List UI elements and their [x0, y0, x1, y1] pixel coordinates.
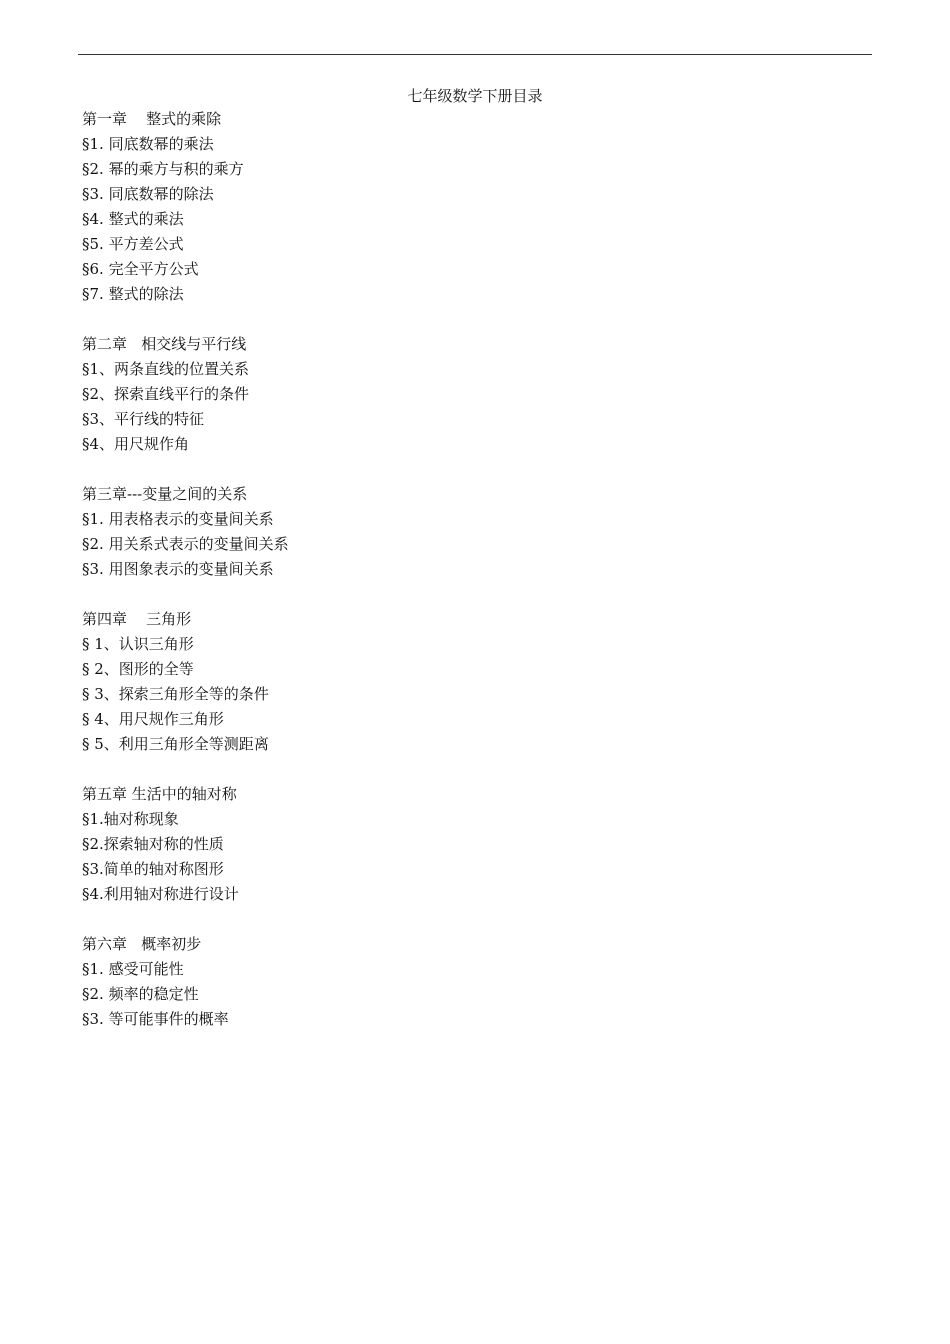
section-item: §1. 感受可能性	[82, 960, 184, 978]
section-item: §2. 幂的乘方与积的乘方	[82, 160, 244, 178]
section-item: §3.简单的轴对称图形	[82, 860, 224, 878]
chapter-heading: 第五章 生活中的轴对称	[82, 785, 237, 803]
section-item: §7. 整式的除法	[82, 285, 184, 303]
section-item: §1.轴对称现象	[82, 810, 179, 828]
section-item: §4.利用轴对称进行设计	[82, 885, 239, 903]
chapter-heading: 第四章 三角形	[82, 610, 192, 628]
section-item: §2. 用关系式表示的变量间关系	[82, 535, 289, 553]
chapter-1	[82, 107, 862, 307]
chapter-6	[82, 932, 862, 1032]
chapter-4	[82, 607, 862, 757]
chapter-heading: 第二章 相交线与平行线	[82, 335, 247, 353]
section-item: §5. 平方差公式	[82, 235, 184, 253]
section-item: §2. 频率的稳定性	[82, 985, 199, 1003]
chapter-2	[82, 332, 862, 457]
chapter-heading: 第一章 整式的乘除	[82, 110, 222, 128]
section-item: §2.探索轴对称的性质	[82, 835, 224, 853]
section-item: §4. 整式的乘法	[82, 210, 184, 228]
section-item: § 2、图形的全等	[82, 660, 194, 678]
section-item: §1. 同底数幂的乘法	[82, 135, 214, 153]
table-of-contents	[82, 107, 862, 1057]
chapter-heading: 第六章 概率初步	[82, 935, 202, 953]
section-item: §6. 完全平方公式	[82, 260, 199, 278]
section-item: § 3、探索三角形全等的条件	[82, 685, 269, 703]
chapter-heading: 第三章---变量之间的关系	[82, 485, 248, 503]
section-item: § 5、利用三角形全等测距离	[82, 735, 269, 753]
section-item: §3、平行线的特征	[82, 410, 205, 428]
section-item: §1. 用表格表示的变量间关系	[82, 510, 274, 528]
header-rule	[78, 54, 872, 55]
section-item: §2、探索直线平行的条件	[82, 385, 250, 403]
section-item: §3. 用图象表示的变量间关系	[82, 560, 274, 578]
section-item: §1、两条直线的位置关系	[82, 360, 250, 378]
chapter-5	[82, 782, 862, 907]
section-item: §3. 等可能事件的概率	[82, 1010, 229, 1028]
section-item: § 4、用尺规作三角形	[82, 710, 224, 728]
document-title: 七年级数学下册目录	[407, 87, 543, 105]
section-item: §3. 同底数幂的除法	[82, 185, 214, 203]
chapter-3	[82, 482, 862, 582]
section-item: § 1、认识三角形	[82, 635, 194, 653]
section-item: §4、用尺规作角	[82, 435, 190, 453]
